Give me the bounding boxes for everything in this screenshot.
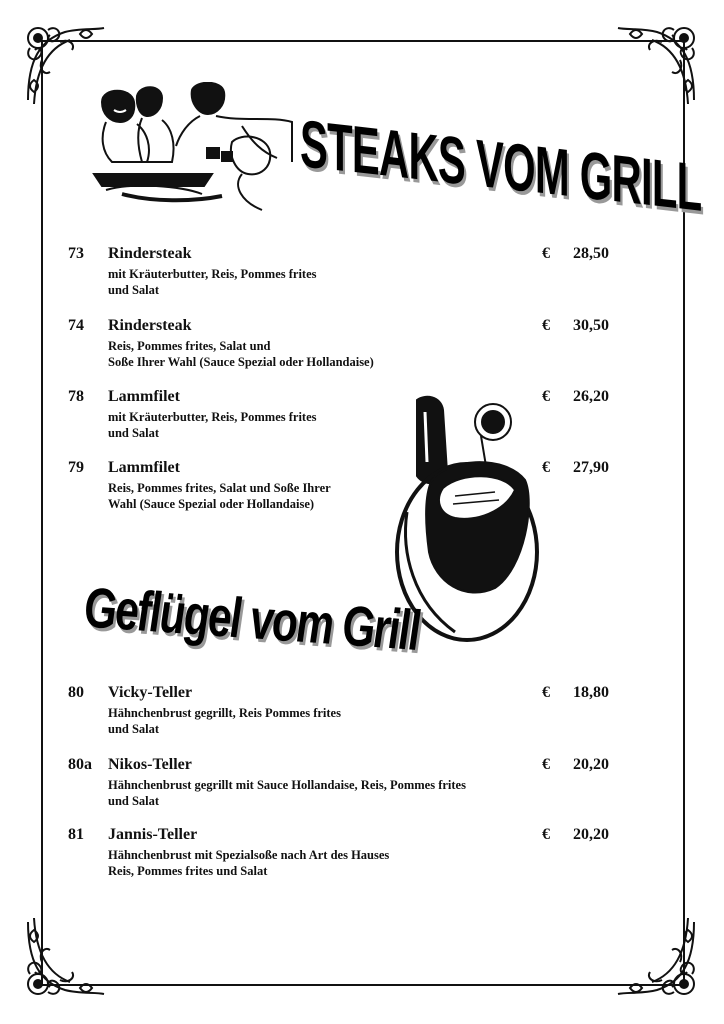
item-name: Rindersteak bbox=[108, 245, 192, 262]
item-number: 80 bbox=[68, 684, 84, 701]
item-price: 28,50 bbox=[573, 245, 609, 262]
currency-symbol: € bbox=[542, 317, 550, 334]
ornament-corner-icon bbox=[612, 20, 702, 110]
item-name: Jannis-Teller bbox=[108, 826, 198, 843]
item-number: 79 bbox=[68, 459, 84, 476]
item-name: Lammfilet bbox=[108, 388, 180, 405]
item-description-line: und Salat bbox=[108, 794, 160, 808]
item-price: 18,80 bbox=[573, 684, 609, 701]
item-price: 26,20 bbox=[573, 388, 609, 405]
item-description-line: Hähnchenbrust mit Spezialsoße nach Art des Hauses bbox=[108, 848, 390, 862]
item-name: Vicky-Teller bbox=[108, 684, 193, 701]
item-name: Nikos-Teller bbox=[108, 756, 192, 773]
item-price: 30,50 bbox=[573, 317, 609, 334]
currency-symbol: € bbox=[542, 388, 550, 405]
currency-symbol: € bbox=[542, 684, 550, 701]
item-description-line: mit Kräuterbutter, Reis, Pommes frites bbox=[108, 267, 317, 281]
item-price: 20,20 bbox=[573, 756, 609, 773]
grill-diners-illustration bbox=[92, 82, 297, 212]
item-description-line: Hähnchenbrust gegrillt mit Sauce Hollandaise, Reis, Pommes frites bbox=[108, 778, 466, 792]
item-description-line: Reis, Pommes frites und Salat bbox=[108, 864, 268, 878]
ornament-corner-icon bbox=[612, 912, 702, 1002]
currency-symbol: € bbox=[542, 826, 550, 843]
item-description bbox=[108, 705, 538, 737]
item-price: 20,20 bbox=[573, 826, 609, 843]
item-description bbox=[108, 847, 538, 879]
item-number: 81 bbox=[68, 826, 84, 843]
item-description-line: Reis, Pommes frites, Salat und Soße Ihrer bbox=[108, 481, 331, 495]
currency-symbol: € bbox=[542, 245, 550, 262]
item-description bbox=[108, 266, 538, 298]
item-description-line: Wahl (Sauce Spezial oder Hollandaise) bbox=[108, 497, 315, 511]
item-description-line: Soße Ihrer Wahl (Sauce Spezial oder Hollandaise) bbox=[108, 355, 374, 369]
item-description-line: mit Kräuterbutter, Reis, Pommes frites bbox=[108, 410, 317, 424]
item-number: 80a bbox=[68, 756, 92, 773]
currency-symbol: € bbox=[542, 756, 550, 773]
item-number: 74 bbox=[68, 317, 84, 334]
section-title-poultry: Geflügel vom Grill bbox=[84, 576, 419, 663]
ornament-corner-icon bbox=[20, 912, 110, 1002]
item-price: 27,90 bbox=[573, 459, 609, 476]
item-description-line: und Salat bbox=[108, 722, 160, 736]
item-number: 78 bbox=[68, 388, 84, 405]
item-description-line: und Salat bbox=[108, 283, 160, 297]
section-title-steaks: STEAKS VOM GRILL bbox=[300, 106, 702, 226]
currency-symbol: € bbox=[542, 459, 550, 476]
item-description bbox=[108, 338, 538, 370]
item-description-line: und Salat bbox=[108, 426, 160, 440]
item-description bbox=[108, 777, 538, 809]
item-name: Lammfilet bbox=[108, 459, 180, 476]
item-name: Rindersteak bbox=[108, 317, 192, 334]
item-description-line: Hähnchenbrust gegrillt, Reis Pommes frites bbox=[108, 706, 341, 720]
item-description-line: Reis, Pommes frites, Salat und bbox=[108, 339, 271, 353]
item-number: 73 bbox=[68, 245, 84, 262]
